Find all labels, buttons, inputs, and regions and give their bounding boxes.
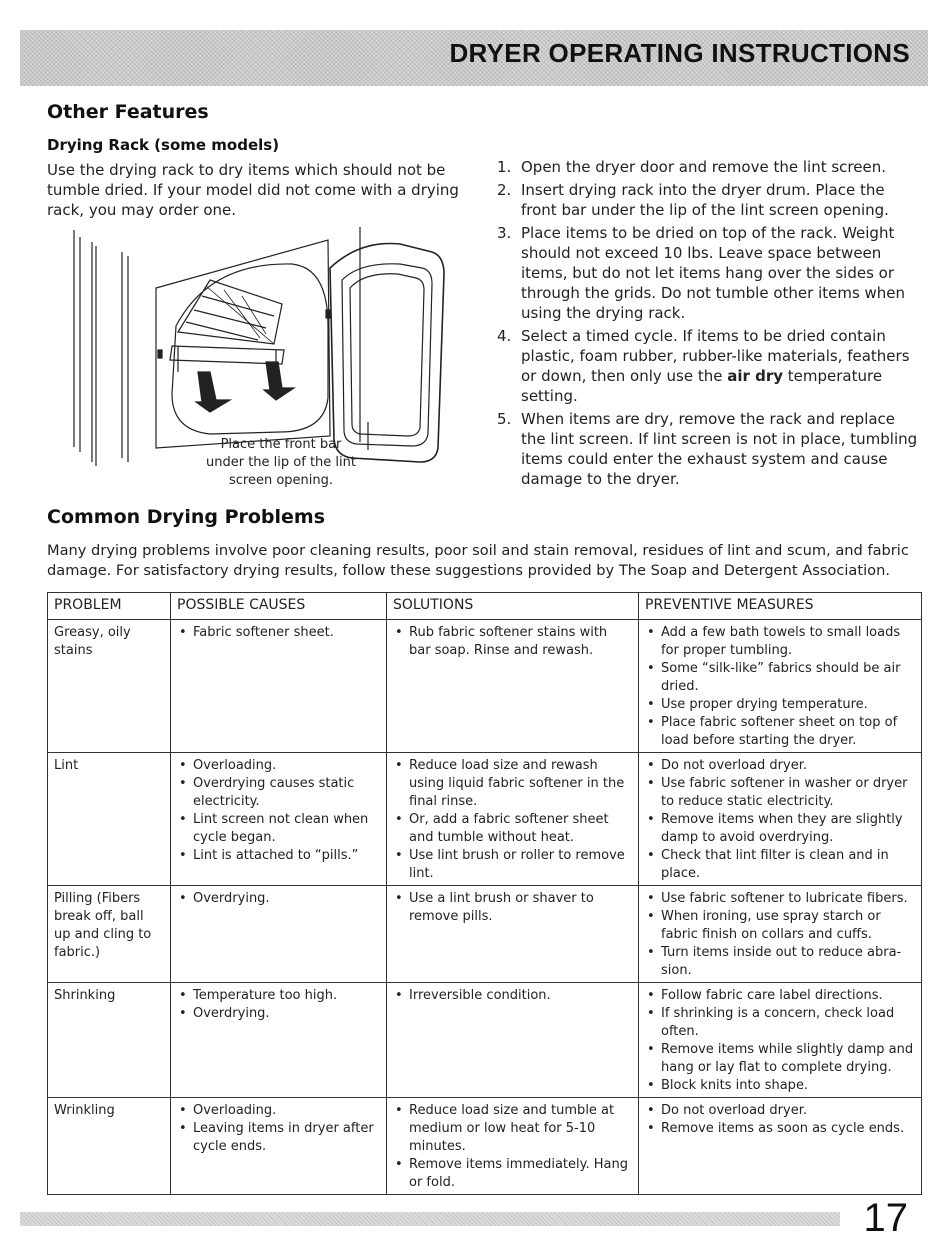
list-item: • Overdrying. <box>177 890 380 908</box>
list-item: • Use a lint brush or shaver to remove pills. <box>393 890 632 926</box>
problem-cell: Wrinkling <box>48 1098 171 1195</box>
list-item: • Use proper drying temperature. <box>645 696 915 714</box>
common-problems-intro <box>47 541 927 581</box>
caption-line: screen opening. <box>228 473 334 488</box>
step-item <box>497 223 922 323</box>
step-item <box>497 180 922 220</box>
header-preventive-measures: PREVENTIVE MEASURES <box>639 593 922 620</box>
list-item: • Fabric softener sheet. <box>177 624 380 642</box>
list-item: • Add a few bath towels to small loads for proper tumbling. <box>645 624 915 660</box>
list-item: • Use fabric softener to lubricate fibers. <box>645 890 915 908</box>
drying-rack-steps <box>497 157 922 492</box>
step-item <box>497 326 922 406</box>
list-item: • Use fabric softener in washer or dryer to reduce static electricity. <box>645 775 915 811</box>
list-item: • Use lint brush or roller to remove lint. <box>393 847 632 883</box>
intro-line: Use the drying rack to dry items which should not be <box>47 161 446 179</box>
list-item: • Remove items while slightly damp and hang or lay flat to complete drying. <box>645 1041 915 1077</box>
solutions-cell <box>387 886 639 983</box>
page-title: DRYER OPERATING INSTRUCTIONS <box>449 38 910 68</box>
solutions-cell <box>387 753 639 886</box>
table-row <box>48 983 922 1098</box>
drying-rack-intro <box>47 160 467 220</box>
table-row <box>48 620 922 753</box>
preventive-cell <box>639 886 922 983</box>
intro-line: Many drying problems involve poor cleaning results, poor soil and stain removal, residues of lint and scum, and fabric <box>47 542 909 559</box>
common-problems-heading: Common Drying Problems <box>47 506 326 528</box>
drying-rack-subheading: Drying Rack (some models) <box>47 136 280 154</box>
header-possible-causes: POSSIBLE CAUSES <box>171 593 387 620</box>
other-features-heading: Other Features <box>47 101 209 123</box>
preventive-cell <box>639 983 922 1098</box>
causes-cell <box>171 1098 387 1195</box>
list-item: • When ironing, use spray starch or fabric finish on collars and cuffs. <box>645 908 915 944</box>
step-item <box>497 409 922 489</box>
list-item: • Leaving items in dryer after cycle ends. <box>177 1120 380 1156</box>
header-band <box>20 30 928 86</box>
table-row <box>48 753 922 886</box>
list-item: • Remove items as soon as cycle ends. <box>645 1120 915 1138</box>
step-text: Open the dryer door and remove the lint screen. <box>521 158 886 176</box>
header-problem: PROBLEM <box>48 593 171 620</box>
table-row <box>48 1098 922 1195</box>
drying-problems-table <box>47 592 922 1195</box>
solutions-cell <box>387 1098 639 1195</box>
list-item: • Or, add a fabric softener sheet and tumble without heat. <box>393 811 632 847</box>
step-number: 5. <box>497 410 512 428</box>
list-item: • Temperature too high. <box>177 987 380 1005</box>
caption-line: Place the front bar <box>220 437 342 452</box>
list-item: • Irreversible condition. <box>393 987 632 1005</box>
list-item: • If shrinking is a concern, check load often. <box>645 1005 915 1041</box>
page-number: 17 <box>863 1196 908 1240</box>
solutions-cell <box>387 983 639 1098</box>
list-item: • Reduce load size and tumble at medium or low heat for 5-10 minutes. <box>393 1102 632 1156</box>
step-item <box>497 157 922 177</box>
problem-cell: Lint <box>48 753 171 886</box>
caption-line: under the lip of the lint <box>206 455 356 470</box>
step-number: 1. <box>497 158 512 176</box>
footer-band <box>20 1212 840 1226</box>
air-dry-emphasis: air dry <box>727 367 784 385</box>
intro-line: damage. For satisfactory drying results, follow these suggestions provided by The Soap and Detergent Association. <box>47 562 890 579</box>
list-item: • Rub fabric softener stains with bar soap. Rinse and rewash. <box>393 624 632 660</box>
list-item: • Do not overload dryer. <box>645 757 915 775</box>
causes-cell <box>171 620 387 753</box>
list-item: • Overloading. <box>177 757 380 775</box>
causes-cell <box>171 886 387 983</box>
list-item: • Check that lint filter is clean and in place. <box>645 847 915 883</box>
step-text-before: Select a timed cycle. If items to be dried contain plastic, foam rubber, rubber-like materials, feathers or down, then only use the <box>521 327 910 385</box>
step-number: 2. <box>497 181 512 199</box>
list-item: • Reduce load size and rewash using liquid fabric softener in the final rinse. <box>393 757 632 811</box>
preventive-cell <box>639 620 922 753</box>
problem-cell: Greasy, oily stains <box>48 620 171 753</box>
step-text-after: temperature setting. <box>521 367 883 405</box>
intro-line: tumble dried. If your model did not come with a drying <box>47 181 459 199</box>
list-item: • Turn items inside out to reduce abra-sion. <box>645 944 915 980</box>
list-item: • Remove items immediately. Hang or fold. <box>393 1156 632 1192</box>
list-item: • Lint is attached to “pills.” <box>177 847 380 865</box>
step-text <box>521 327 910 405</box>
list-item: • Place fabric softener sheet on top of load before starting the dryer. <box>645 714 915 750</box>
table-row <box>48 886 922 983</box>
list-item: • Block knits into shape. <box>645 1077 915 1095</box>
illustration-caption <box>186 436 376 490</box>
intro-line: rack, you may order one. <box>47 201 237 219</box>
list-item: • Some “silk-like” fabrics should be air dried. <box>645 660 915 696</box>
list-item: • Overdrying causes static electricity. <box>177 775 380 811</box>
causes-cell <box>171 983 387 1098</box>
step-text: Insert drying rack into the dryer drum. Place the front bar under the lip of the lint screen opening. <box>521 181 889 219</box>
preventive-cell <box>639 1098 922 1195</box>
step-number: 3. <box>497 224 512 242</box>
list-item: • Do not overload dryer. <box>645 1102 915 1120</box>
list-item: • Lint screen not clean when cycle began. <box>177 811 380 847</box>
step-number: 4. <box>497 327 512 345</box>
causes-cell <box>171 753 387 886</box>
step-text: Place items to be dried on top of the rack. Weight should not exceed 10 lbs. Leave space between items, but do not let items hang over the sides or through the grids. Do not tumble other items when using the drying rack. <box>521 224 906 322</box>
problem-cell: Pilling (Fibers break off, ball up and cling to fabric.) <box>48 886 171 983</box>
list-item: • Overdrying. <box>177 1005 380 1023</box>
preventive-cell <box>639 753 922 886</box>
solutions-cell <box>387 620 639 753</box>
table-header-row <box>48 593 922 620</box>
list-item: • Overloading. <box>177 1102 380 1120</box>
problem-cell: Shrinking <box>48 983 171 1098</box>
step-text: When items are dry, remove the rack and replace the lint screen. If lint screen is not in place, tumbling items could enter the exhaust system and cause damage to the dryer. <box>521 410 918 488</box>
list-item: • Follow fabric care label directions. <box>645 987 915 1005</box>
list-item: • Remove items when they are slightly damp to avoid overdrying. <box>645 811 915 847</box>
header-solutions: SOLUTIONS <box>387 593 639 620</box>
